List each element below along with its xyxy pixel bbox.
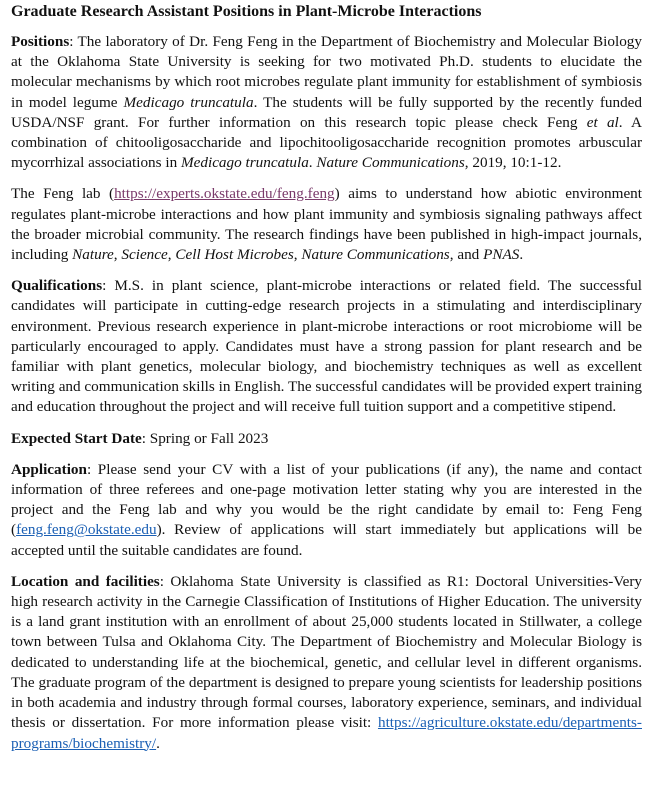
qualifications-label: Qualifications [11,277,103,295]
department-website-link[interactable]: https://agriculture.okstate.edu/departments-programs/biochemistry/ [11,714,642,752]
contact-email-link[interactable]: feng.feng@okstate.edu [16,521,157,539]
location-label: Location and facilities [11,572,160,590]
positions-paragraph: Positions: The laboratory of Dr. Feng Feng in the Department of Biochemistry and Molecular Biology at the Oklahoma State University is seeking for two motivated Ph.D. students to elucidate the molecular mechanisms by which root microbes regulate plant immunity for establishment of symbiosis in model legume Medicago truncatula. The students will be fully supported by the recently funded USDA/NSF grant. For further information on this research topic please check Feng et al. A combination of chitooligosaccharide and lipochitooligosaccharide recognition promotes arbuscular mycorrhizal associations in Medicago truncatula. Nature Communications, 2019, 10:1-12. [11,33,642,172]
lab-website-link[interactable]: https://experts.okstate.edu/feng.feng [114,185,335,203]
lab-paragraph: The Feng lab (https://experts.okstate.edu/feng.feng) aims to understand how abiotic environment regulates plant-microbe interactions and how plant immunity and symbiosis signaling pathways affect the broader microbial community. The research findings have been published in high-impact journals, including Nature, Science, Cell Host Microbes, Nature Communications, and PNAS. [11,185,642,264]
location-paragraph: Location and facilities: Oklahoma State University is classified as R1: Doctoral Universities-Very high research activity in the Carnegie Classification of Institutions of Higher Education. The university is a land grant institution with an enrollment of about 25,000 students located in Stillwater, a college town between Tulsa and Oklahoma City. The Department of Biochemistry and Molecular Biology is dedicated to understanding life at the biochemical, genetic, and cellular level in different organisms. The graduate program of the department is designed to prepare young scientists for leadership positions in both academia and industry through formal courses, laboratory experience, seminars, and individual thesis or dissertation. For more information please visit: https://agriculture.okstate.edu/departments-programs/biochemistry/. [11,572,643,752]
qualifications-paragraph: Qualifications: M.S. in plant science, plant-microbe interactions or related field. The successful candidates will participate in cutting-edge research projects in a stimulating and interdisciplinary environment. Previous research experience in plant-microbe interactions or root microbiome will be particularly encouraged to apply. Candidates must have a strong passion for plant research and be familiar with plant genetics, molecular biology, and biochemistry techniques as well as excellent writing and communication skills in English. The successful candidates will be provided expert training and education throughout the project and will receive full tuition support and a competitive stipend. [11,277,642,416]
page-title: Graduate Research Assistant Positions in Plant-Microbe Interactions [11,3,482,20]
start-date-label: Expected Start Date [11,429,142,447]
start-date-paragraph: Expected Start Date: Spring or Fall 2023 [11,429,269,447]
application-label: Application [11,460,87,478]
application-paragraph: Application: Please send your CV with a list of your publications (if any), the name and contact information of three referees and one-page motivation letter stating why you are interested in the project and the Feng lab and why you would be the right candidate by email to: Feng Feng (feng.feng@okstate.edu). Review of applications will start immediately but applications will be accepted until the suitable candidates are found. [11,460,642,559]
positions-label: Positions [11,33,70,50]
